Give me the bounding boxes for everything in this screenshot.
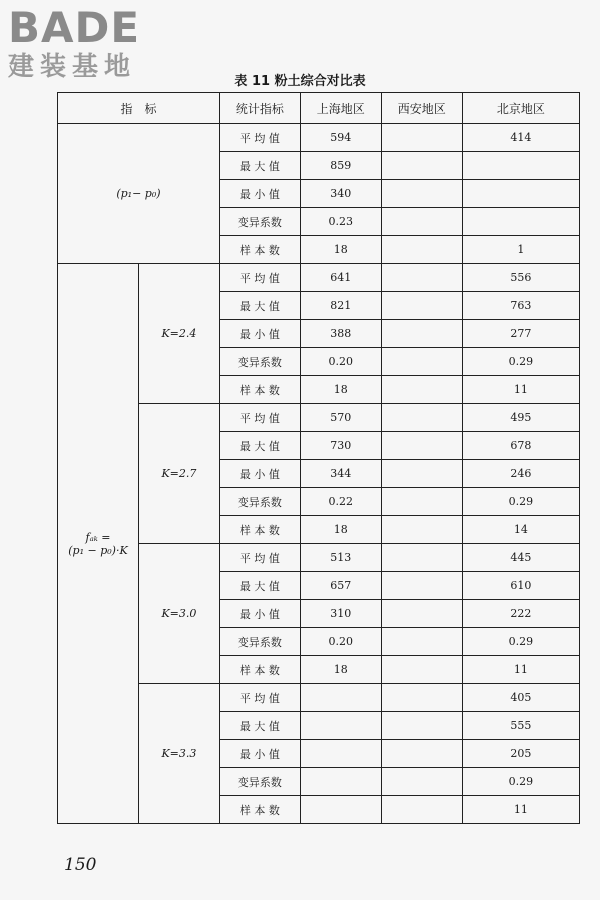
table-row: [58, 124, 580, 152]
group1-label: (p₁− p₀): [58, 124, 220, 264]
beijing-cell: 11: [462, 796, 579, 824]
xian-cell: [381, 152, 462, 180]
shanghai-cell: 0.20: [300, 348, 381, 376]
stat-cell: 样 本 数: [219, 796, 300, 824]
stat-cell: 平 均 值: [219, 264, 300, 292]
shanghai-cell: 18: [300, 656, 381, 684]
xian-cell: [381, 656, 462, 684]
table-caption: 表 11 粉土综合对比表: [234, 74, 366, 89]
logo-wordmark: BADE: [8, 3, 141, 52]
stat-cell: 最 大 值: [219, 292, 300, 320]
beijing-cell: 277: [462, 320, 579, 348]
k-label: K=2.4: [138, 264, 219, 404]
stat-cell: 样 本 数: [219, 516, 300, 544]
stat-cell: 最 小 值: [219, 460, 300, 488]
shanghai-cell: 0.20: [300, 628, 381, 656]
group2-label-line2: (p₁ − p₀)·K: [68, 543, 128, 557]
xian-cell: [381, 488, 462, 516]
xian-cell: [381, 348, 462, 376]
xian-cell: [381, 516, 462, 544]
xian-cell: [381, 712, 462, 740]
stat-cell: 平 均 值: [219, 124, 300, 152]
beijing-cell: 495: [462, 404, 579, 432]
xian-cell: [381, 684, 462, 712]
stat-cell: 最 大 值: [219, 712, 300, 740]
table-row: [58, 264, 580, 292]
stat-cell: 最 小 值: [219, 180, 300, 208]
beijing-cell: 222: [462, 600, 579, 628]
stat-cell: 变异系数: [219, 208, 300, 236]
stat-cell: 样 本 数: [219, 376, 300, 404]
xian-cell: [381, 236, 462, 264]
header-indicator: 指 标: [58, 93, 220, 124]
header-shanghai: 上海地区: [300, 93, 381, 124]
shanghai-cell: 340: [300, 180, 381, 208]
shanghai-cell: [300, 796, 381, 824]
stat-cell: 最 大 值: [219, 572, 300, 600]
stat-cell: 最 小 值: [219, 600, 300, 628]
beijing-cell: 445: [462, 544, 579, 572]
stat-cell: 最 大 值: [219, 432, 300, 460]
comparison-table: [57, 92, 580, 824]
shanghai-cell: 730: [300, 432, 381, 460]
xian-cell: [381, 572, 462, 600]
shanghai-cell: 821: [300, 292, 381, 320]
shanghai-cell: [300, 768, 381, 796]
xian-cell: [381, 460, 462, 488]
shanghai-cell: 310: [300, 600, 381, 628]
xian-cell: [381, 292, 462, 320]
stat-cell: 变异系数: [219, 488, 300, 516]
k-label: K=3.3: [138, 684, 219, 824]
beijing-cell: 0.29: [462, 768, 579, 796]
beijing-cell: 14: [462, 516, 579, 544]
beijing-cell: 405: [462, 684, 579, 712]
k-label: K=2.7: [138, 404, 219, 544]
beijing-cell: 0.29: [462, 348, 579, 376]
header-stat: 统计指标: [219, 93, 300, 124]
shanghai-cell: 344: [300, 460, 381, 488]
beijing-cell: 11: [462, 376, 579, 404]
xian-cell: [381, 740, 462, 768]
beijing-cell: [462, 152, 579, 180]
xian-cell: [381, 180, 462, 208]
shanghai-cell: [300, 740, 381, 768]
group2-label-line1: fₐₖ =: [85, 530, 111, 544]
shanghai-cell: 0.22: [300, 488, 381, 516]
stat-cell: 平 均 值: [219, 684, 300, 712]
stat-cell: 变异系数: [219, 628, 300, 656]
xian-cell: [381, 768, 462, 796]
xian-cell: [381, 600, 462, 628]
beijing-cell: 0.29: [462, 488, 579, 516]
xian-cell: [381, 208, 462, 236]
beijing-cell: 763: [462, 292, 579, 320]
table-body: [58, 124, 580, 824]
xian-cell: [381, 124, 462, 152]
group2-label: [58, 264, 139, 824]
stat-cell: 最 小 值: [219, 740, 300, 768]
xian-cell: [381, 264, 462, 292]
shanghai-cell: 657: [300, 572, 381, 600]
stat-cell: 最 大 值: [219, 152, 300, 180]
beijing-cell: 555: [462, 712, 579, 740]
shanghai-cell: 570: [300, 404, 381, 432]
shanghai-cell: 18: [300, 516, 381, 544]
shanghai-cell: 18: [300, 236, 381, 264]
stat-cell: 平 均 值: [219, 544, 300, 572]
header-xian: 西安地区: [381, 93, 462, 124]
xian-cell: [381, 628, 462, 656]
beijing-cell: 11: [462, 656, 579, 684]
stat-cell: 平 均 值: [219, 404, 300, 432]
beijing-cell: 0.29: [462, 628, 579, 656]
logo-subtitle: 建装基地: [8, 52, 137, 82]
stat-cell: 变异系数: [219, 348, 300, 376]
shanghai-cell: 513: [300, 544, 381, 572]
shanghai-cell: 859: [300, 152, 381, 180]
shanghai-cell: [300, 712, 381, 740]
beijing-cell: 678: [462, 432, 579, 460]
k-label: K=3.0: [138, 544, 219, 684]
xian-cell: [381, 544, 462, 572]
shanghai-cell: 594: [300, 124, 381, 152]
beijing-cell: 556: [462, 264, 579, 292]
beijing-cell: 610: [462, 572, 579, 600]
xian-cell: [381, 376, 462, 404]
beijing-cell: 414: [462, 124, 579, 152]
beijing-cell: [462, 180, 579, 208]
shanghai-cell: 18: [300, 376, 381, 404]
beijing-cell: 205: [462, 740, 579, 768]
xian-cell: [381, 432, 462, 460]
beijing-cell: 1: [462, 236, 579, 264]
stat-cell: 最 小 值: [219, 320, 300, 348]
stat-cell: 样 本 数: [219, 236, 300, 264]
xian-cell: [381, 796, 462, 824]
stat-cell: 样 本 数: [219, 656, 300, 684]
shanghai-cell: 641: [300, 264, 381, 292]
shanghai-cell: [300, 684, 381, 712]
table-header-row: [58, 93, 580, 124]
xian-cell: [381, 320, 462, 348]
beijing-cell: 246: [462, 460, 579, 488]
shanghai-cell: 0.23: [300, 208, 381, 236]
xian-cell: [381, 404, 462, 432]
stat-cell: 变异系数: [219, 768, 300, 796]
page-number: 150: [64, 855, 97, 875]
header-beijing: 北京地区: [462, 93, 579, 124]
shanghai-cell: 388: [300, 320, 381, 348]
beijing-cell: [462, 208, 579, 236]
